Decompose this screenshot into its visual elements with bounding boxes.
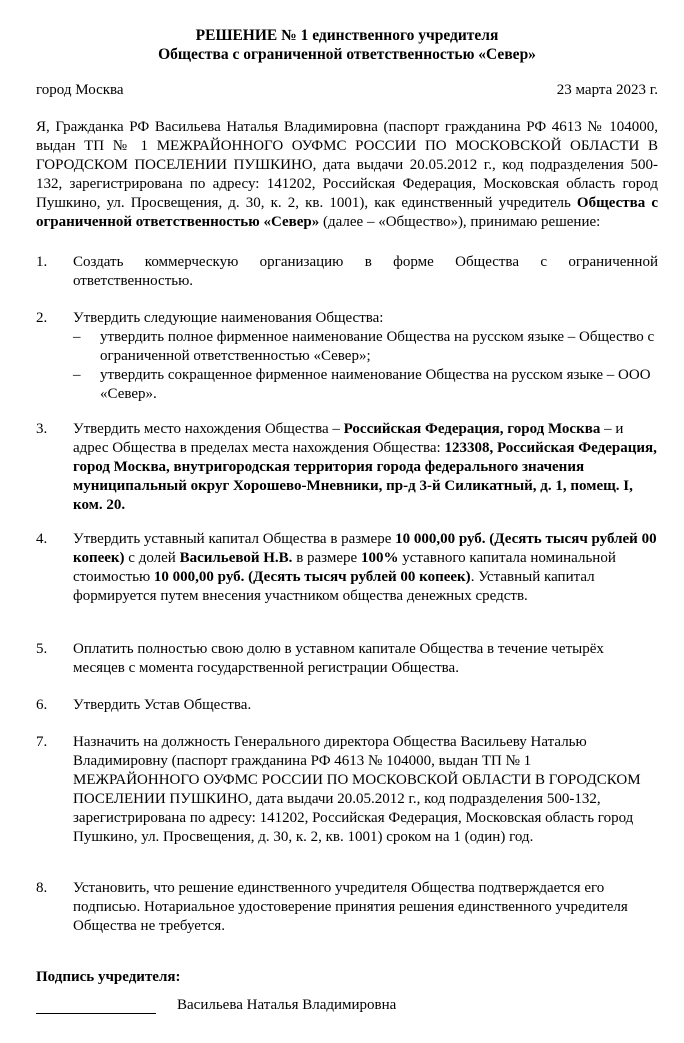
text-run: в размере (292, 550, 361, 566)
text-run: уставного капитала номинальной стоимостью (73, 550, 616, 585)
signatory-name: Васильева Наталья Владимировна (177, 997, 397, 1013)
document-title (36, 26, 658, 64)
item-number: 5. (36, 641, 48, 657)
item-number: 3. (36, 421, 48, 437)
title-line-2: Общества с ограниченной ответственностью «Север» (158, 46, 536, 63)
item-text: Утвердить следующие наименования Общества: (73, 310, 384, 326)
item-text (73, 420, 658, 515)
item-number: 1. (36, 254, 48, 270)
place-date-row (36, 81, 658, 100)
item-body (73, 309, 658, 404)
item-text: Назначить на должность Генерального директора Общества Васильеву Наталью Владимировну (паспорт гражданина РФ 4613 № 104000, выдан ТП № 1 МЕЖРАЙОННОГО ОУФМС РОССИИ ПО МОСКОВСКОЙ ОБЛАСТИ В ГОРОДСКОМ ПОСЕЛЕНИИ ПУШКИНО, дата выдачи 20.05.2012 г., код подразделения 500-132, зарегистрирована по адресу: 141202, Российская Федерация, Московская область город Пушкино, ул. Просвещения, д. 30, к. 2, кв. 1001) сроком на 1 (один) год. (73, 734, 641, 845)
bold-run: 100% (360, 550, 399, 566)
title-line-1: РЕШЕНИЕ № 1 единственного учредителя (195, 27, 499, 44)
document-date: 23 марта 2023 г. (556, 82, 658, 98)
bold-run: 123308, Российская Федерация, город Москва, внутригородская территория города федерального значения муниципальный округ Хорошево-Мневники, пр-д 3-й Силикатный, д. 1, помещ. I, ком. 20. (73, 440, 657, 513)
sub-item-text: утвердить сокращенное фирменное наименование Общества на русском языке – ООО «Север». (100, 367, 651, 402)
text-run: . Уставный капитал формируется путем внесения участником общества денежных средств. (73, 569, 595, 604)
item-number: 8. (36, 880, 48, 896)
item-number: 2. (36, 310, 48, 326)
sub-item-text: утвердить полное фирменное наименование Общества на русском языке – Общество с ограниченной ответственностью «Север»; (100, 329, 655, 364)
sub-item-full-name (73, 328, 658, 366)
text-run: Утвердить место нахождения Общества – (73, 421, 344, 437)
text-run: Утвердить уставный капитал Общества в размере (73, 531, 396, 547)
item-text: Установить, что решение единственного учредителя Общества подтверждается его подписью. Нотариальное удостоверение принятия решения единственного учредителя Общества не требуется. (73, 880, 628, 934)
dash-marker: – (73, 329, 81, 345)
dash-marker: – (73, 367, 81, 383)
city: город Москва (36, 82, 124, 98)
item-text: Оплатить полностью свою долю в уставном капитале Общества в течение четырёх месяцев с момента государственной регистрации Общества. (73, 641, 604, 676)
signature-line (36, 1013, 156, 1014)
bold-run: 10 000,00 руб. (Десять тысяч рублей 00 копеек) (153, 569, 471, 585)
bold-run: Российская Федерация, город Москва (343, 421, 601, 437)
item-number: 7. (36, 734, 48, 750)
intro-text-2: (далее – «Общество»), принимаю решение: (319, 214, 601, 230)
intro-text-1: Я, Гражданка РФ Васильева Наталья Владимировна (паспорт гражданина РФ 4613 № 104000, выдан ТП № 1 МЕЖРАЙОННОГО ОУФМС РОССИИ ПО МОСКОВСКОЙ ОБЛАСТИ В ГОРОДСКОМ ПОСЕЛЕНИИ ПУШКИНО, дата выдачи 20.05.2012 г., код подразделения 500-132, зарегистрирована по адресу: 141202, Российская Федерация, Московская область город Пушкино, ул. Просвещения, д. 30, к. 2, кв. 1001), как единственный учредитель (36, 119, 658, 211)
text-run: – и адрес Общества в пределах места нахождения Общества: (73, 421, 624, 456)
bold-run: Васильевой Н.В. (179, 550, 293, 566)
text-run: с долей (124, 550, 180, 566)
item-number: 4. (36, 531, 48, 547)
item-text: Создать коммерческую организацию в форме Общества с ограниченной ответственностью. (73, 254, 658, 289)
item-number: 6. (36, 697, 48, 713)
bold-run: 10 000,00 руб. (Десять тысяч рублей 00 копеек) (73, 531, 657, 566)
company-name: Общества с ограниченной ответственностью «Север» (36, 195, 658, 230)
item-text (73, 530, 658, 606)
sub-item-short-name (73, 366, 658, 404)
signature-label: Подпись учредителя: (36, 969, 181, 985)
item-text: Утвердить Устав Общества. (73, 697, 252, 713)
intro-paragraph (36, 118, 658, 232)
